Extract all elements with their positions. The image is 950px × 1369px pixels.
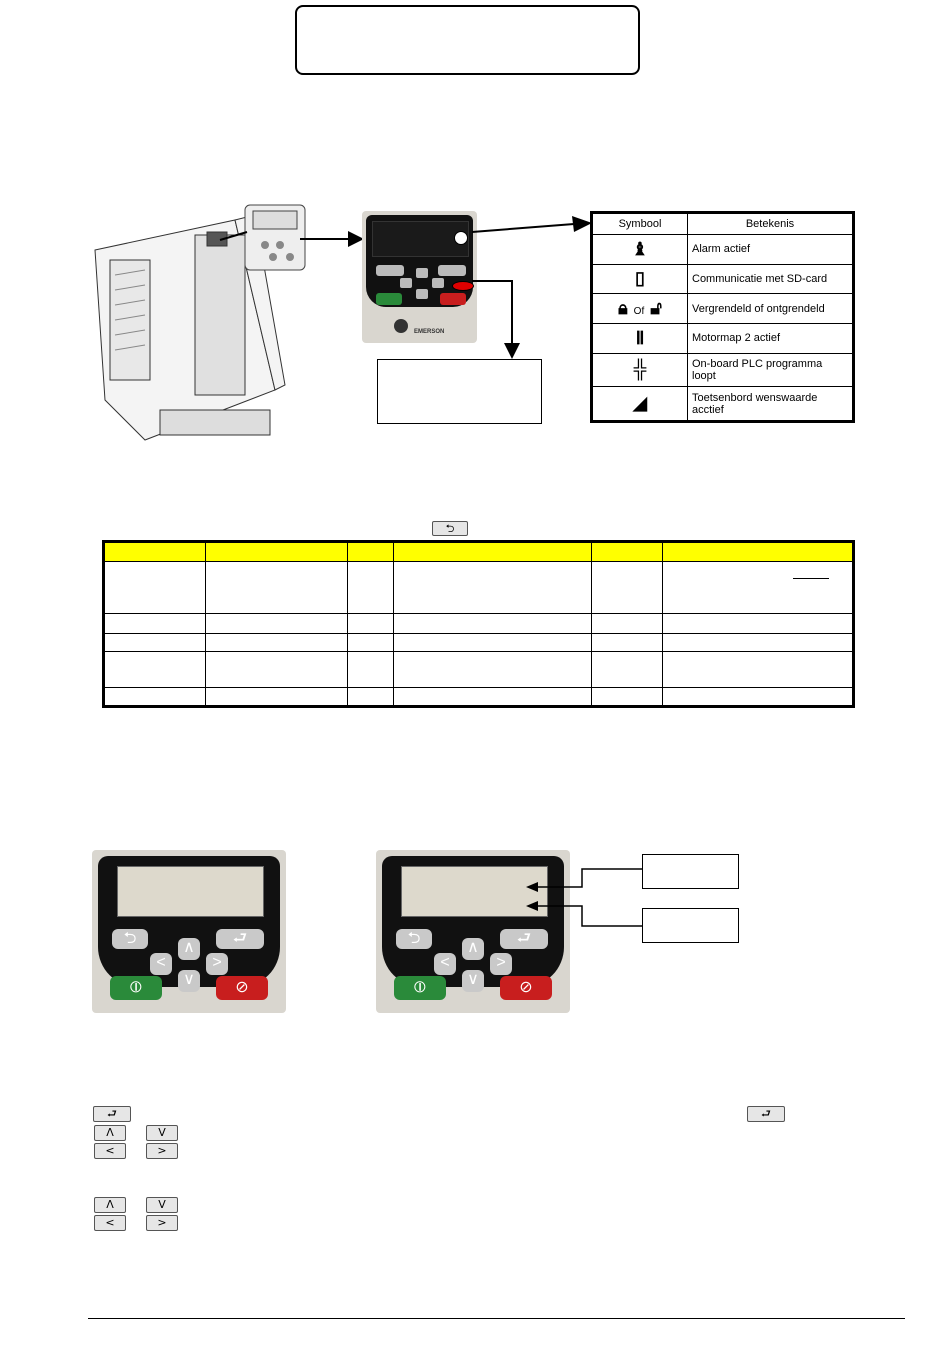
- lock-icon: 🔒︎: [618, 298, 628, 319]
- left-key[interactable]: <: [150, 953, 172, 975]
- escape-key[interactable]: ⮌: [112, 929, 148, 949]
- stop-key[interactable]: ⊘: [500, 976, 552, 1000]
- left-key-icon: <: [94, 1143, 126, 1159]
- left-key-icon: <: [94, 1215, 126, 1231]
- escape-key-icon: ⮌: [432, 521, 468, 536]
- alarm-icon: ♝: [631, 238, 649, 259]
- right-key[interactable]: >: [206, 953, 228, 975]
- start-key[interactable]: [376, 293, 402, 305]
- meaning-cell: Communicatie met SD-card: [688, 264, 853, 294]
- keypad-face: [366, 215, 473, 307]
- meaning-cell: Alarm actief: [688, 235, 853, 265]
- title-box: [295, 5, 640, 75]
- right-key-icon: >: [146, 1143, 178, 1159]
- brand-label: EMERSON: [414, 329, 445, 335]
- escape-key[interactable]: ⮌: [396, 929, 432, 949]
- left-key[interactable]: <: [434, 953, 456, 975]
- upper-line-box: [642, 854, 739, 889]
- enter-key[interactable]: ⮐: [500, 929, 548, 949]
- parameter-table: [102, 540, 855, 708]
- sd-card-icon: ▯: [635, 268, 645, 289]
- start-key[interactable]: ⦶: [394, 976, 446, 1000]
- meaning-cell: Toetsenbord wenswaarde acctief: [688, 387, 853, 421]
- symbol-table: [590, 211, 855, 423]
- plc-icon: ╬: [633, 359, 647, 380]
- stop-key[interactable]: [440, 293, 466, 305]
- up-key-icon: Λ: [94, 1125, 126, 1141]
- table-row: [105, 562, 853, 614]
- table-row: [105, 614, 853, 633]
- enter-key-icon: ⮐: [747, 1106, 785, 1122]
- brand-logo-icon: [394, 319, 408, 333]
- enter-key[interactable]: [438, 265, 466, 276]
- unlock-icon: 🔓︎: [650, 298, 662, 319]
- start-key[interactable]: ⦶: [110, 976, 162, 1000]
- down-key[interactable]: ∨: [178, 970, 200, 992]
- motormap-2-icon: Ⅱ: [635, 327, 645, 348]
- enter-key-icon: ⮐: [93, 1106, 131, 1122]
- stop-key[interactable]: ⊘: [216, 976, 268, 1000]
- keypad-closeup-left: [92, 850, 286, 1013]
- left-key[interactable]: [400, 278, 412, 288]
- or-label: Of: [633, 306, 645, 318]
- right-key[interactable]: >: [490, 953, 512, 975]
- keypad-photo: [362, 211, 477, 343]
- down-key-icon: V: [146, 1125, 178, 1141]
- right-key[interactable]: [432, 278, 444, 288]
- underline-mark: [793, 578, 829, 579]
- display-line-arrows: [520, 860, 645, 940]
- led-description-box: [377, 359, 542, 424]
- meaning-cell: Motormap 2 actief: [688, 323, 853, 353]
- table-row: [105, 633, 853, 651]
- up-key[interactable]: ∧: [462, 938, 484, 960]
- table-header-cell: [394, 543, 592, 562]
- table-header-cell: [105, 543, 206, 562]
- footer-rule: [88, 1318, 905, 1319]
- right-key-icon: >: [146, 1215, 178, 1231]
- enter-key[interactable]: ⮐: [216, 929, 264, 949]
- keypad-display: [117, 866, 264, 917]
- escape-key[interactable]: [376, 265, 404, 276]
- arrow-to-keypad: [300, 228, 365, 252]
- meaning-cell: On-board PLC programma loopt: [688, 353, 853, 387]
- down-key-icon: V: [146, 1197, 178, 1213]
- down-key[interactable]: [416, 289, 428, 299]
- up-key-icon: Λ: [94, 1197, 126, 1213]
- symbol-header: Symbool: [593, 214, 688, 235]
- arrow-to-led-box: [470, 275, 530, 365]
- table-header-cell: [206, 543, 348, 562]
- table-header-cell: [348, 543, 394, 562]
- keypad-reference-icon: ◢: [633, 393, 647, 414]
- up-key[interactable]: ∧: [178, 938, 200, 960]
- lower-line-box: [642, 908, 739, 943]
- status-dot: [454, 231, 468, 245]
- table-row: [105, 651, 853, 687]
- meaning-header: Betekenis: [688, 214, 853, 235]
- table-row: [105, 687, 853, 705]
- table-header-cell: [663, 543, 853, 562]
- meaning-cell: Vergrendeld of ontgrendeld: [688, 294, 853, 324]
- down-key[interactable]: ∨: [462, 970, 484, 992]
- table-header-cell: [592, 543, 663, 562]
- arrow-to-symbol-table: [470, 210, 595, 240]
- up-key[interactable]: [416, 268, 428, 278]
